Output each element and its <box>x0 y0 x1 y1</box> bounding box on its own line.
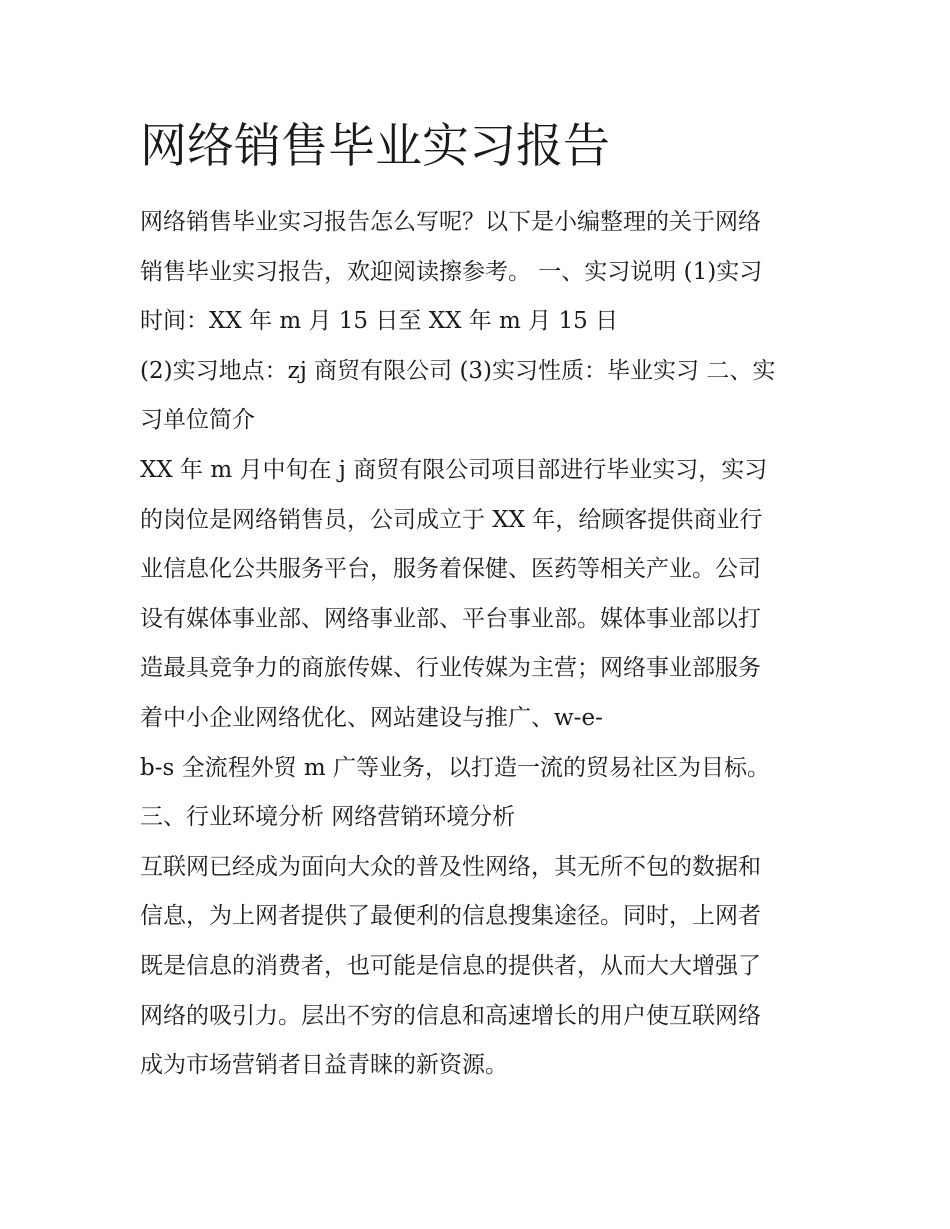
text-line: 设有媒体事业部、网络事业部、平台事业部。媒体事业部以打 <box>140 605 761 632</box>
text-line: 成为市场营销者日益青睐的新资源。 <box>140 1052 508 1079</box>
document-title: 网络销售毕业实习报告 <box>140 119 610 174</box>
text-line: 既是信息的消费者，也可能是信息的提供者，从而大大增强了 <box>140 952 761 979</box>
text-line: (2)实习地点：zj 商贸有限公司 (3)实习性质：毕业实习 二、实 <box>140 357 776 384</box>
text-line: XX 年 m 月中旬在 j 商贸有限公司项目部进行毕业实习，实习 <box>140 456 768 483</box>
text-line: 造最具竞争力的商旅传媒、行业传媒为主营；网络事业部服务 <box>140 655 761 682</box>
text-line: b-s 全流程外贸 m 广等业务，以打造一流的贸易社区为目标。 <box>140 754 771 781</box>
text-line: 信息，为上网者提供了最便利的信息搜集途径。同时，上网者 <box>140 903 761 930</box>
text-line: 销售毕业实习报告，欢迎阅读擦参考。 一、实习说明 (1)实习 <box>140 258 763 285</box>
text-line: 业信息化公共服务平台，服务着保健、医药等相关产业。公司 <box>140 556 761 583</box>
document-body <box>140 200 820 1093</box>
text-line: 三、行业环境分析 网络营销环境分析 <box>140 804 516 831</box>
text-line: 的岗位是网络销售员，公司成立于 XX 年，给顾客提供商业行 <box>140 506 763 533</box>
text-line: 网络销售毕业实习报告怎么写呢？以下是小编整理的关于网络 <box>140 209 761 235</box>
text-line: 时间：XX 年 m 月 15 日至 XX 年 m 月 15 日 <box>140 308 619 335</box>
text-line: 着中小企业网络优化、网站建设与推广、w-e- <box>140 704 603 731</box>
text-line: 互联网已经成为面向大众的普及性网络，其无所不包的数据和 <box>140 853 761 880</box>
text-line: 网络的吸引力。层出不穷的信息和高速增长的用户使互联网络 <box>140 1002 761 1029</box>
text-line: 习单位简介 <box>140 407 255 434</box>
